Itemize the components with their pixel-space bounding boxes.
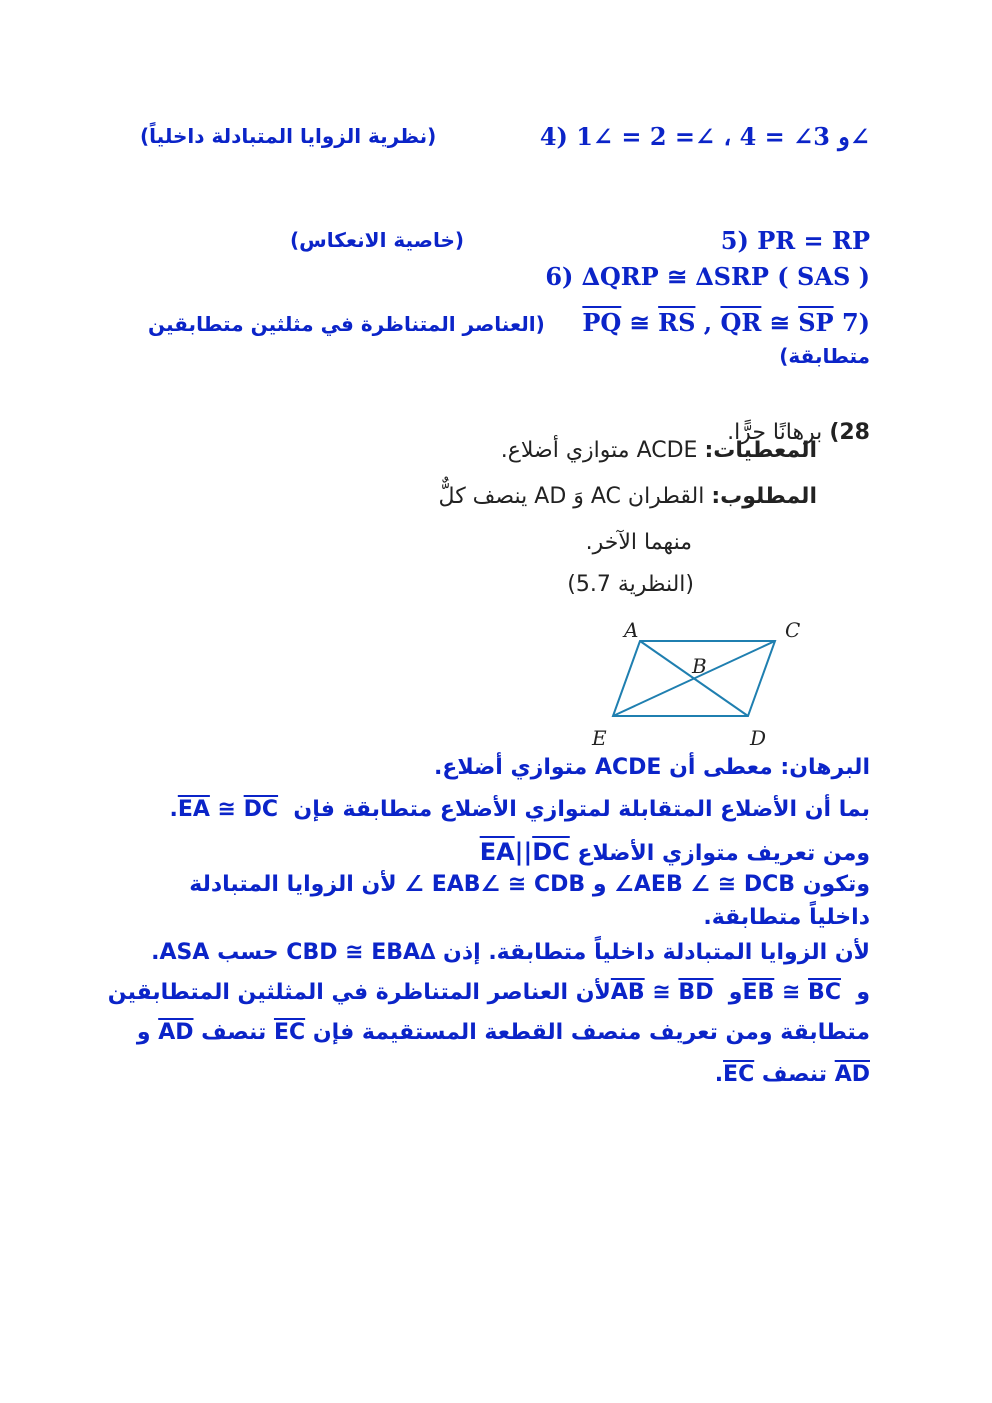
proof-line-7: و $\overline{EB}$ ≅ $\overline{BC}$ و $\overline{AB}$ ≅ $\overline{BD}$ لأن العناصر المتناظرة في المثلثين المتطابقين bbox=[107, 980, 870, 1005]
segment-ab: $\overline{AB}$ bbox=[610, 980, 645, 1005]
step-7-statement: $\overline{PQ}$ ≅ $\overline{RS}$ , $\overline{QR}$ ≅ $\overline{SP}$ 7) bbox=[582, 308, 870, 337]
step-5-reason: (خاصية الانعكاس) bbox=[290, 228, 465, 252]
segment-ad-2: $\overline{AD}$ bbox=[834, 1062, 870, 1087]
proof-line-6: لأن الزوايا المتبادلة داخلياً متطابقة. إذن ∆CBD ≅ EBA حسب ASA. bbox=[151, 940, 870, 965]
label-b: B bbox=[692, 654, 707, 678]
segment-sp: $\overline{SP}$ bbox=[798, 308, 834, 337]
segment-rs: $\overline{RS}$ bbox=[658, 308, 696, 337]
proof-line-8: متطابقة ومن تعريف منصف القطعة المستقيمة فإن $\overline{EC}$ تنصف $\overline{AD}$ و bbox=[136, 1020, 870, 1045]
given-line: المعطيات: ACDE متوازي أضلاع. bbox=[500, 438, 817, 463]
proof-line-1: البرهان: معطى أن ACDE متوازي أضلاع. bbox=[433, 755, 870, 780]
segment-ea: $\overline{EA}$ bbox=[177, 797, 210, 822]
step-7-reason: (العناصر المتناظرة في مثلثين متطابقين bbox=[148, 312, 545, 336]
segment-ad: $\overline{AD}$ bbox=[158, 1020, 194, 1045]
label-c: C bbox=[785, 618, 801, 642]
segment-pq: $\overline{PQ}$ bbox=[582, 308, 622, 337]
segment-ec: $\overline{EC}$ bbox=[273, 1020, 306, 1045]
label-d: D bbox=[750, 726, 767, 750]
diagonal-ec bbox=[613, 641, 775, 716]
required-line-cont: منهما الآخر. bbox=[585, 530, 692, 555]
step-4-statement: 4) 1∠ = 2 =∠ ، و 3∠ = 4∠ bbox=[539, 122, 870, 151]
parallelogram-figure bbox=[580, 615, 820, 755]
segment-qr: $\overline{QR}$ bbox=[720, 308, 762, 337]
step-5-statement: 5) PR = RP bbox=[720, 226, 870, 255]
label-e: E bbox=[592, 726, 607, 750]
segment-ec-2: $\overline{EC}$ bbox=[723, 1062, 755, 1087]
proof-line-3: ومن تعريف متوازي الأضلاع $\overline{EA}||\overline{DC}$ bbox=[479, 838, 870, 866]
segment-dc: $\overline{DC}$ bbox=[243, 797, 279, 822]
proof-line-2: بما أن الأضلاع المتقابلة لمتوازي الأضلاع متطابقة فإن $\overline{EA}$ ≅ $\overline{DC}$ . bbox=[169, 797, 870, 822]
proof-line-4: وتكون AEB ∠ ≅ DCB∠ و EAB∠ ≅ CDB ∠ لأن الزوايا المتبادلة bbox=[189, 872, 870, 897]
step-4-reason: (نظرية الزوايا المتبادلة داخلياً) bbox=[140, 124, 437, 148]
segment-bc: $\overline{BC}$ bbox=[808, 980, 841, 1005]
segment-dc-2: $\overline{DC}$ bbox=[532, 838, 570, 866]
step-6-statement: 6) ∆QRP ≅ ∆SRP ( SAS ) bbox=[545, 262, 870, 291]
theorem-ref: (النظرية 5.7) bbox=[567, 572, 694, 597]
label-a: A bbox=[624, 618, 639, 642]
problem-header: 28) برهانًا حرًّا. bbox=[727, 420, 870, 445]
segment-bd: $\overline{BD}$ bbox=[678, 980, 714, 1005]
segment-ea-2: $\overline{EA}$ bbox=[479, 838, 515, 866]
parallelogram-lines bbox=[613, 641, 775, 716]
required-line: المطلوب: القطران AC وَ AD ينصف كلٌّ bbox=[438, 484, 817, 509]
proof-line-5: داخلياً متطابقة. bbox=[703, 905, 870, 930]
segment-eb: $\overline{EB}$ bbox=[742, 980, 775, 1005]
step-7-reason-cont: متطابقة) bbox=[779, 344, 870, 368]
proof-line-9: $\overline{AD}$ تنصف $\overline{EC}$. bbox=[714, 1062, 870, 1087]
